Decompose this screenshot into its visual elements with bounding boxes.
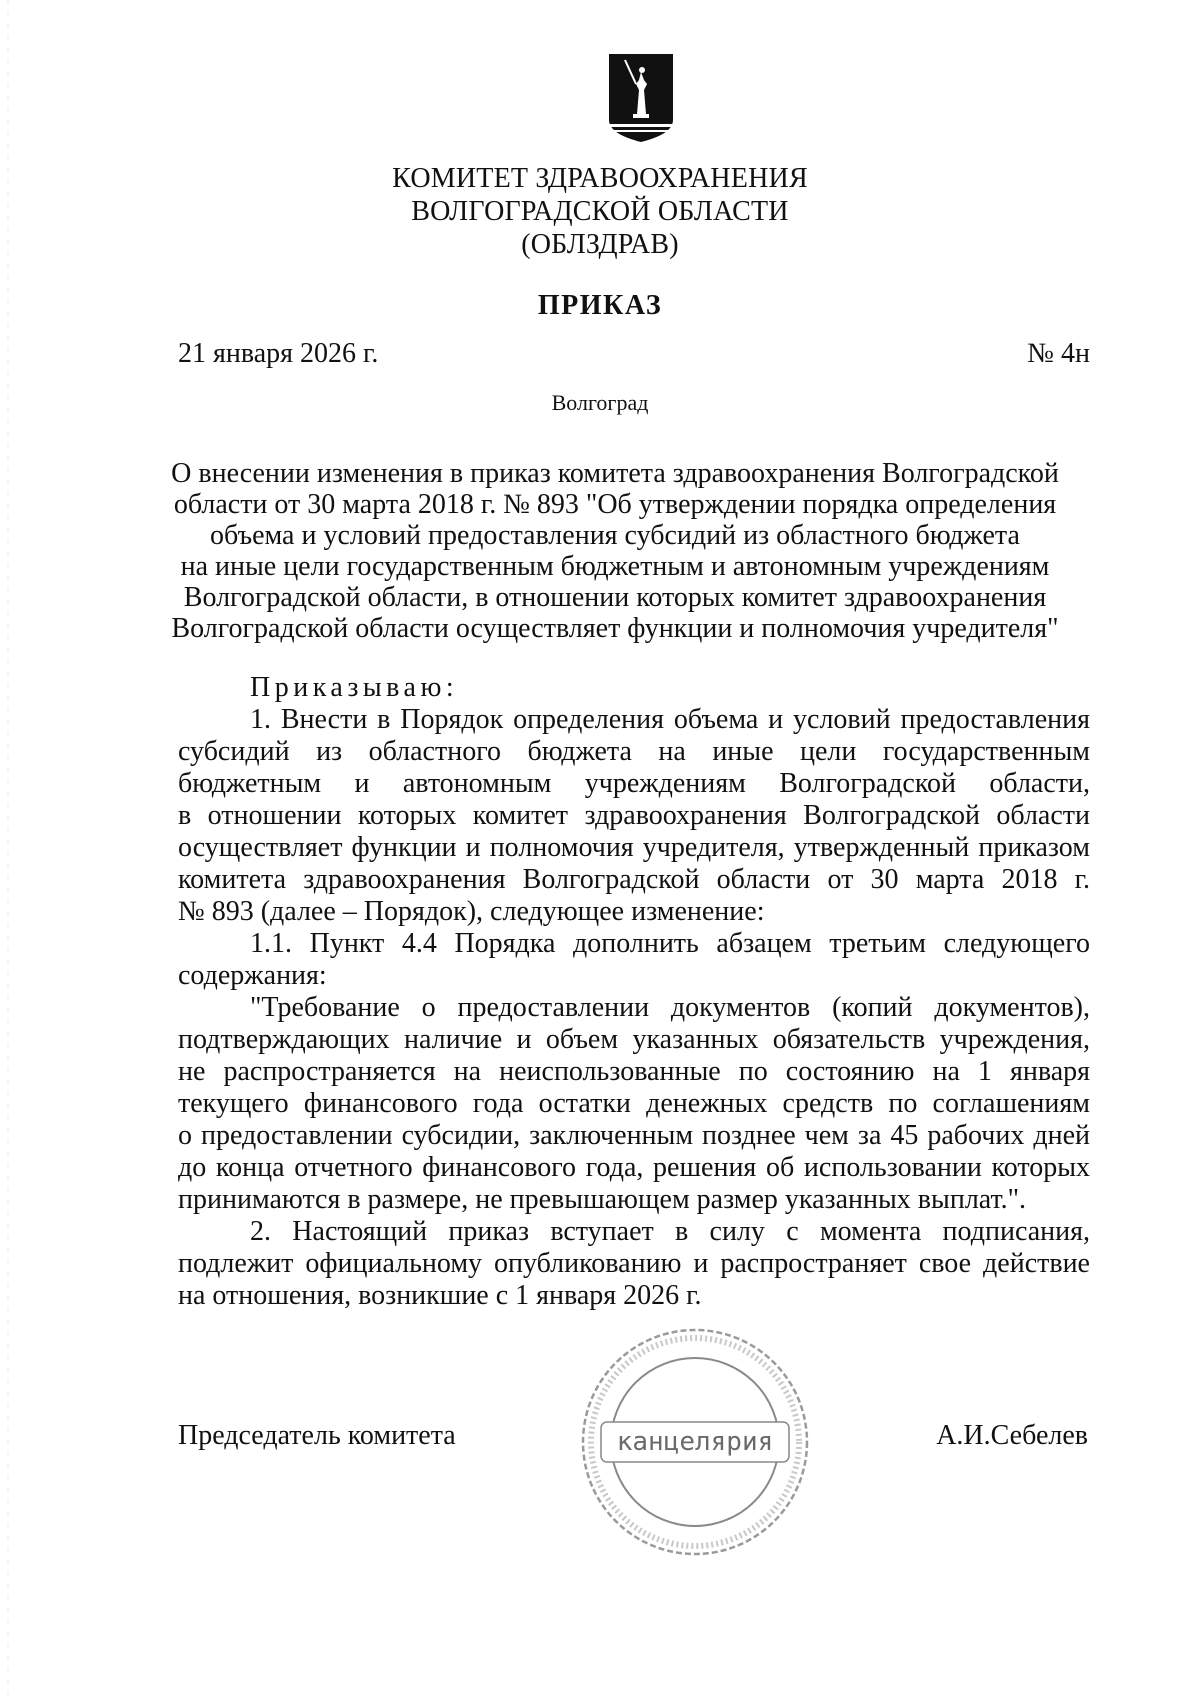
coat-of-arms-emblem	[603, 50, 679, 148]
body-line: не распространяется на неиспользованные по состоянию на 1 января	[178, 1056, 1090, 1087]
body-line: 2. Настоящий приказ вступает в силу с момента подписания,	[250, 1216, 1090, 1247]
document-subject	[140, 458, 1090, 644]
official-stamp	[575, 1322, 815, 1562]
document-type: ПРИКАЗ	[537, 290, 663, 321]
decree-word: Приказываю:	[250, 672, 459, 703]
body-line: комитета здравоохранения Волгоградской области от 30 марта 2018 г.	[178, 864, 1090, 895]
subject-line: области от 30 марта 2018 г. № 893 "Об утверждении порядка определения	[173, 489, 1057, 520]
subject-line: О внесении изменения в приказ комитета здравоохранения Волгоградской	[171, 458, 1059, 489]
body-line: 1. Внести в Порядок определения объема и условий предоставления	[250, 704, 1090, 735]
body-line: на отношения, возникшие с 1 января 2026 г.	[178, 1280, 702, 1311]
subject-line: Волгоградской области осуществляет функции и полномочия учредителя"	[171, 613, 1059, 644]
document-body	[178, 672, 1090, 1312]
organization-line-2: ВОЛГОГРАДСКОЙ ОБЛАСТИ	[411, 196, 789, 227]
body-line: "Требование о предоставлении документов (копий документов),	[250, 992, 1090, 1023]
subject-line: объема и условий предоставления субсидий из областного бюджета	[210, 520, 1020, 551]
document-city: Волгоград	[551, 390, 649, 415]
body-line: о предоставлении субсидии, заключенным позднее чем за 45 рабочих дней	[178, 1120, 1090, 1151]
body-line: текущего финансового года остатки денежных средств по соглашениям	[178, 1088, 1090, 1119]
organization-name	[0, 162, 1200, 261]
body-line: до конца отчетного финансового года, решения об использовании которых	[178, 1152, 1090, 1183]
body-line: субсидий из областного бюджета на иные цели государственным	[178, 736, 1090, 767]
scan-edge-marks	[6, 0, 10, 1696]
document-number: № 4н	[1027, 338, 1090, 369]
body-line: в отношении которых комитет здравоохранения Волгоградской области	[178, 800, 1090, 831]
subject-line: Волгоградской области, в отношении которых комитет здравоохранения	[183, 582, 1047, 613]
subject-line: на иные цели государственным бюджетным и автономным учреждениям	[180, 551, 1050, 582]
body-line: осуществляет функции и полномочия учредителя, утвержденный приказом	[178, 832, 1090, 863]
body-line: принимаются в размере, не превышающем размер указанных выплат.".	[178, 1184, 1027, 1215]
organization-line-1: КОМИТЕТ ЗДРАВООХРАНЕНИЯ	[392, 163, 808, 194]
document-date: 21 января 2026 г.	[178, 338, 379, 369]
body-line: бюджетным и автономным учреждениям Волгоградской области,	[178, 768, 1090, 799]
body-line: подтверждающих наличие и объем указанных обязательств учреждения,	[178, 1024, 1090, 1055]
stamp-center-text: канцелярия	[616, 1427, 774, 1457]
body-line: 1.1. Пункт 4.4 Порядка дополнить абзацем третьим следующего	[250, 928, 1090, 959]
body-line: № 893 (далее – Порядок), следующее изменение:	[178, 896, 765, 927]
signatory-position: Председатель комитета	[178, 1420, 456, 1451]
body-line: подлежит официальному опубликованию и распространяет свое действие	[178, 1248, 1090, 1279]
signatory-name: А.И.Себелев	[936, 1420, 1088, 1451]
body-line: содержания:	[178, 960, 327, 991]
organization-line-3: (ОБЛЗДРАВ)	[521, 229, 679, 260]
